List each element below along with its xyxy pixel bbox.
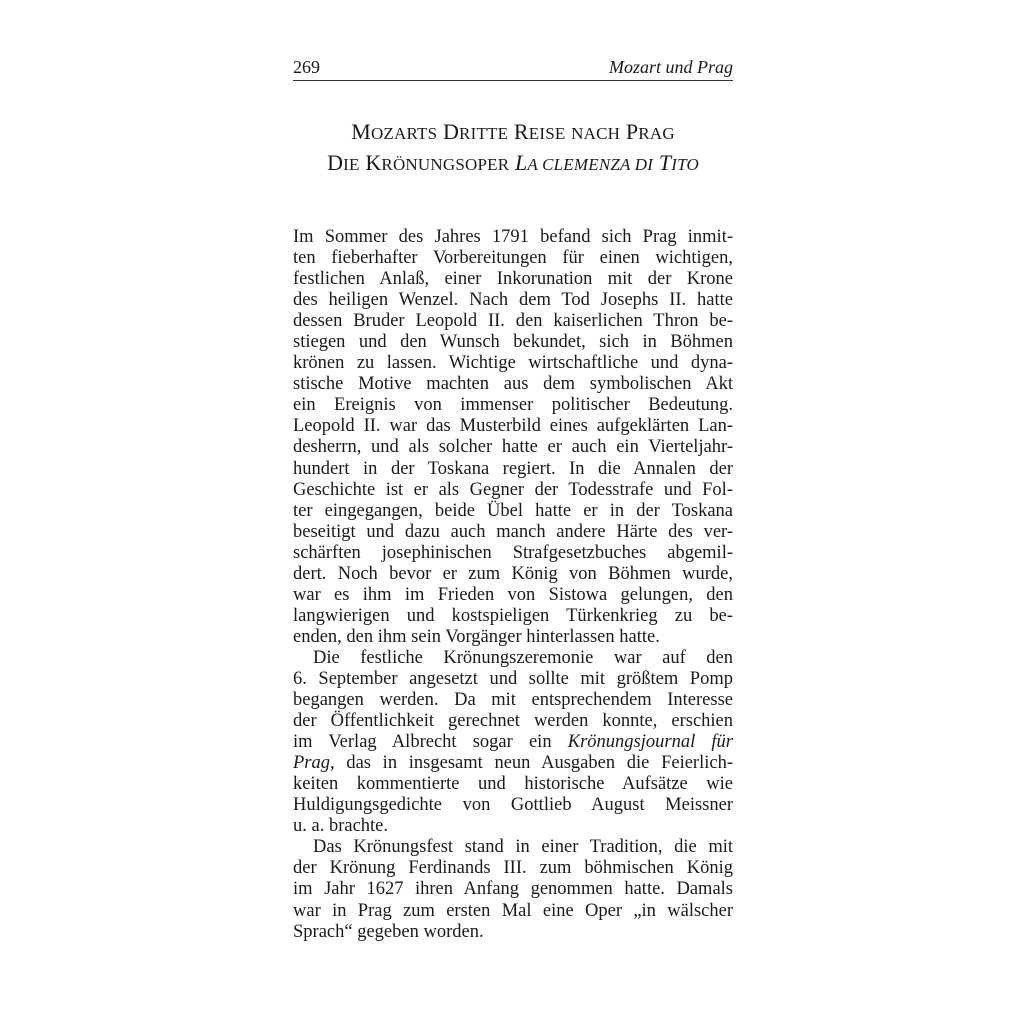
text-line: Im Sommer des Jahres 1791 befand sich Prag inmit- [293,227,733,247]
text-line: ter eingegangen, beide Übel hatte er in der Toskana [293,500,733,521]
text-line: ein Ereignis von immenser politischer Bedeutung. [293,395,733,416]
text-line: festlichen Anlaß, einer Inkorunation mit der Krone [293,269,733,290]
text-line: stische Motive machten aus dem symbolischen Akt [293,374,733,395]
text-line: im Jahr 1627 ihren Anfang genommen hatte. Damals [293,879,733,900]
text-line: beseitigt und dazu auch manch andere Härte des ver- [293,521,733,542]
text-line: begangen werden. Da mit entsprechendem Interesse [293,690,733,711]
text-line: stiegen und den Wunsch bekundet, sich in Böhmen [293,332,733,353]
text-line: Das Krönungsfest stand in einer Tradition, die mit [313,837,733,858]
text-line: dert. Noch bevor er zum König von Böhmen wurde, [293,563,733,584]
text-line: im Verlag Albrecht sogar ein Krönungsjournal für [293,732,734,753]
running-title: Mozart und Prag [608,57,733,77]
book-page [293,56,733,943]
journal-title: Krönungsjournal für [567,732,734,753]
chapter-title-line-2: DIE KRÖNUNGSOPER LA CLEMENZA DI TITO [327,150,699,175]
running-head [293,56,733,81]
text-line: krönen zu lassen. Wichtige wirtschaftliche und dyna- [293,353,733,374]
journal-title-end: Prag [293,753,330,774]
text-line: war es ihm im Frieden von Sistowa gelungen, den [293,584,733,605]
chapter-title-line-1: MOZARTS DRITTE REISE NACH PRAG [351,119,675,144]
text-line: Sprach“ gegeben worden. [293,921,484,942]
chapter-title [293,117,733,179]
text-line: langwierigen und kostspieligen Türkenkrieg zu be- [293,605,733,626]
text-line: ten fieberhafter Vorbereitungen für einen wichtigen, [293,248,733,269]
text-line: Geschichte ist er als Gegner der Todesstrafe und Fol- [293,479,733,500]
text-line: u. a. brachte. [293,816,389,837]
text-line: Leopold II. war das Musterbild eines aufgeklärten Lan- [293,416,733,437]
text-line: war in Prag zum ersten Mal eine Oper „in wälscher [293,900,733,921]
text-line: dessen Bruder Leopold II. den kaiserlichen Thron be- [293,311,733,332]
text-line: 6. September angesetzt und sollte mit größtem Pomp [293,668,733,689]
text-line: des heiligen Wenzel. Nach dem Tod Josephs II. hatte [293,290,733,311]
text-line: keiten kommentierte und historische Aufsätze wie [293,774,733,795]
text-line: hundert in der Toskana regiert. In die Annalen der [293,458,733,479]
text-line: Huldigungsgedichte von Gottlieb August Meissner [293,795,733,816]
text-line: Die festliche Krönungszeremonie war auf den [313,647,733,668]
text-line: der Krönung Ferdinands III. zum böhmischen König [293,858,733,879]
text-line: Prag, das in insgesamt neun Ausgaben die Feierlich- [293,753,733,774]
text-line: schärften josephinischen Strafgesetzbuches abgemil- [293,542,733,563]
body-text [293,227,733,943]
text-line: desherrn, und als solcher hatte er auch ein Vierteljahr- [293,437,733,458]
text-line: enden, den ihm sein Vorgänger hinterlassen hatte. [293,626,660,647]
text-line: der Öffentlichkeit gerechnet werden konnte, erschien [293,711,733,732]
page-number: 269 [293,57,320,77]
